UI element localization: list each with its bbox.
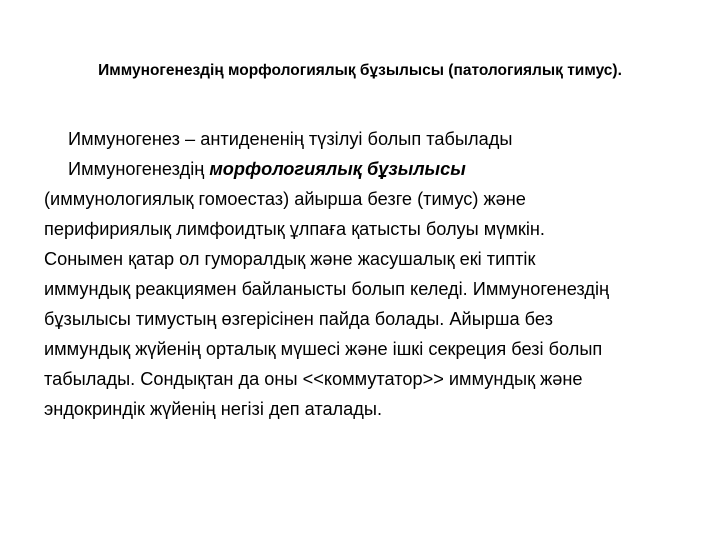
slide-title: Иммуногенездің морфологиялық бұзылысы (патологиялық тимус). bbox=[98, 62, 622, 79]
body-line-9: табылады. Сондықтан да оны <<коммутатор>> иммундық және bbox=[44, 369, 583, 389]
body-line-3: (иммунологиялық гомоестаз) айырша безге (тимус) және bbox=[44, 189, 526, 209]
body-line-2-lead: Иммуногенездің bbox=[68, 159, 210, 179]
slide-body bbox=[44, 124, 694, 424]
body-line-10: эндокриндік жүйенің негізі деп аталады. bbox=[44, 399, 383, 419]
body-line-5: Сонымен қатар ол гуморалдық және жасушалық екі типтік bbox=[44, 249, 536, 269]
body-line-1: Иммуногенез – антидененің түзілуі болып табылады bbox=[68, 129, 513, 149]
body-line-7: бұзылысы тимустың өзгерісінен пайда болады. Айырша без bbox=[44, 309, 553, 329]
emphasized-term: морфологиялық бұзылысы bbox=[209, 159, 466, 179]
body-line-2 bbox=[44, 154, 694, 184]
body-line-6: иммундық реакциямен байланысты болып келеді. Иммуногенездің bbox=[44, 279, 610, 299]
body-line-4: перифириялық лимфоидтық ұлпаға қатысты болуы мүмкін. bbox=[44, 219, 545, 239]
body-line-8: иммундық жүйенің орталық мүшесі және ішкі секреция безі болып bbox=[44, 339, 603, 359]
